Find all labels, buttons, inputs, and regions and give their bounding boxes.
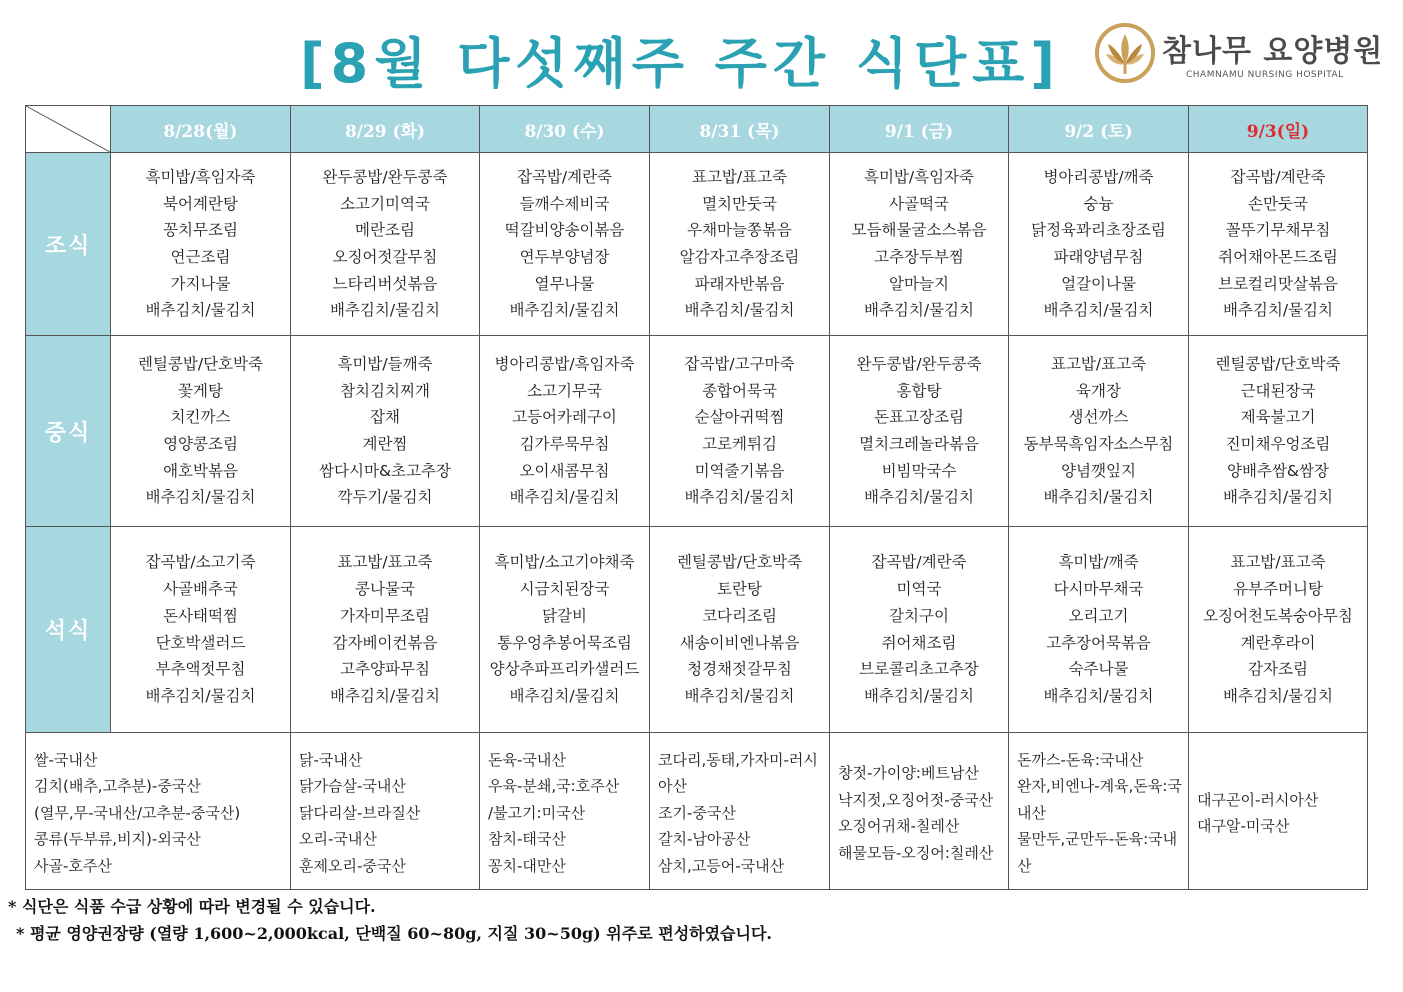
menu-item: 표고밥/표고죽 bbox=[691, 167, 788, 186]
menu-item: 코다리조림 bbox=[702, 606, 777, 625]
menu-item: 흑미밥/들깨죽 bbox=[337, 354, 433, 373]
menu-item: 배추김치/물김치 bbox=[863, 488, 975, 507]
menu-item: 배추김치/물김치 bbox=[509, 686, 620, 705]
menu-item: 콩나물국 bbox=[355, 580, 415, 599]
menu-list bbox=[293, 164, 477, 324]
menu-item: 배추김치/물김치 bbox=[509, 301, 620, 320]
menu-item: 사골떡국 bbox=[889, 194, 949, 213]
menu-item: 파래자반볶음 bbox=[694, 274, 785, 293]
hospital-logo bbox=[1094, 22, 1384, 88]
menu-item: 흑미밥/깨죽 bbox=[1058, 553, 1139, 572]
menu-item: 느타리버섯볶음 bbox=[332, 274, 438, 293]
menu-item: 계란후라이 bbox=[1240, 633, 1316, 652]
menu-item: 꽁치무조림 bbox=[163, 221, 238, 240]
origin-item: 물만두,군만두-돈육:국내산 bbox=[1017, 830, 1178, 875]
menu-item: 열무나물 bbox=[534, 274, 595, 293]
menu-list bbox=[293, 351, 477, 511]
origin-item: 코다리,동태,가자미-러시아산 bbox=[658, 750, 818, 796]
menu-item: 비빔막국수 bbox=[881, 461, 957, 480]
hospital-name-en: CHAMNAMU NURSING HOSPITAL bbox=[1186, 70, 1344, 80]
menu-item: 오징어젓갈무침 bbox=[332, 248, 438, 266]
menu-item: 근대된장국 bbox=[1240, 381, 1316, 400]
menu-cell bbox=[650, 527, 830, 733]
menu-item: 가자미무조림 bbox=[340, 606, 430, 625]
menu-item: 토란탕 bbox=[717, 580, 762, 599]
menu-item: 부추액젓무침 bbox=[155, 660, 246, 679]
menu-cell bbox=[1189, 527, 1368, 733]
menu-item: 애호박볶음 bbox=[163, 461, 238, 480]
menu-list bbox=[1011, 164, 1186, 324]
menu-item: 동부묵흑임자소스무침 bbox=[1023, 435, 1174, 453]
menu-item: 미역국 bbox=[896, 580, 942, 599]
menu-cell bbox=[1189, 336, 1368, 527]
menu-item: 모듬해물굴소스볶음 bbox=[851, 221, 987, 240]
origin-item: 대구곤이-러시아산 bbox=[1197, 790, 1319, 809]
origin-cell bbox=[291, 733, 480, 890]
day-header: 9/3(일) bbox=[1189, 106, 1368, 153]
origin-item: (열무,무-국내산/고추분-중국산) bbox=[34, 803, 241, 822]
menu-item: 미역줄기볶음 bbox=[694, 461, 785, 480]
meal-label: 중식 bbox=[26, 336, 111, 527]
menu-item: 고추양파무침 bbox=[340, 660, 430, 679]
menu-item: 양상추파프리카샐러드 bbox=[489, 660, 640, 679]
origin-list bbox=[1017, 747, 1182, 880]
menu-list bbox=[1011, 549, 1186, 709]
menu-item: 순살아귀떡찜 bbox=[694, 408, 785, 427]
menu-item: 연근조림 bbox=[170, 248, 231, 266]
menu-list bbox=[113, 351, 288, 511]
origin-item: 꽁치-대만산 bbox=[488, 856, 566, 875]
menu-item: 고등어카레구이 bbox=[512, 408, 617, 427]
origin-item: 닭다리살-브라질산 bbox=[299, 803, 421, 822]
menu-item: 배추김치/물김치 bbox=[1222, 301, 1334, 320]
menu-list bbox=[832, 351, 1006, 511]
menu-item: 양배추쌈&쌈장 bbox=[1227, 461, 1329, 480]
menu-item: 병아리콩밥/흑임자죽 bbox=[494, 354, 635, 373]
meal-row bbox=[26, 336, 1368, 527]
day-header: 9/1 (금) bbox=[830, 106, 1009, 153]
menu-cell bbox=[1009, 527, 1189, 733]
menu-item: 떡갈비양송이볶음 bbox=[504, 221, 625, 240]
origin-cell bbox=[26, 733, 291, 890]
menu-item: 배추김치/물김치 bbox=[145, 488, 256, 507]
menu-item: 치킨까스 bbox=[170, 408, 231, 427]
origin-cell bbox=[1009, 733, 1189, 890]
origin-item: 콩류(두부류,비지)-외국산 bbox=[34, 830, 201, 849]
menu-list bbox=[113, 549, 288, 709]
menu-item: 김가루묵무침 bbox=[519, 435, 610, 453]
menu-list bbox=[832, 549, 1006, 709]
menu-item: 배추김치/물김치 bbox=[1043, 488, 1154, 507]
origin-item: 삼치,고등어-국내산 bbox=[658, 856, 785, 875]
origin-cell bbox=[1189, 733, 1368, 890]
origin-item: 우육-분쇄,국:호주산 bbox=[488, 777, 620, 796]
menu-cell bbox=[650, 153, 830, 336]
menu-item: 생선까스 bbox=[1068, 408, 1129, 427]
menu-cell bbox=[650, 336, 830, 527]
menu-item: 파래양념무침 bbox=[1053, 248, 1144, 266]
notes bbox=[8, 893, 772, 947]
menu-list bbox=[652, 164, 827, 324]
menu-item: 북어계란탕 bbox=[163, 194, 238, 213]
menu-item: 오리고기 bbox=[1068, 606, 1129, 625]
menu-item: 제육불고기 bbox=[1240, 408, 1316, 427]
menu-item: 메란조림 bbox=[355, 221, 415, 240]
menu-item: 사골배추국 bbox=[163, 580, 238, 599]
menu-item: 배추김치/물김치 bbox=[1222, 488, 1334, 507]
menu-item: 배추김치/물김치 bbox=[684, 488, 795, 507]
meal-label: 조식 bbox=[26, 153, 111, 336]
menu-item: 표고밥/표고죽 bbox=[1050, 354, 1147, 373]
day-header: 8/29 (화) bbox=[291, 106, 480, 153]
menu-item: 얼갈이나물 bbox=[1061, 274, 1136, 293]
menu-item: 배추김치/물김치 bbox=[145, 686, 256, 705]
menu-item: 참치김치찌개 bbox=[340, 381, 430, 400]
day-header-row bbox=[26, 106, 1368, 153]
page-title: [8월 다섯째주 주간 식단표] bbox=[300, 32, 1061, 95]
menu-item: 배추김치/물김치 bbox=[863, 301, 975, 320]
menu-item: 꼴뚜기무채무침 bbox=[1225, 221, 1331, 240]
menu-list bbox=[482, 351, 647, 511]
menu-item: 배추김치/물김치 bbox=[329, 301, 441, 320]
menu-cell bbox=[480, 527, 650, 733]
origin-list bbox=[488, 747, 643, 880]
menu-item: 흑미밥/흑임자죽 bbox=[145, 167, 256, 186]
menu-item: 닭갈비 bbox=[542, 606, 587, 625]
menu-item: 배추김치/물김치 bbox=[1043, 686, 1154, 705]
origin-list bbox=[299, 747, 473, 880]
origin-item: /불고기:미국산 bbox=[488, 803, 586, 822]
meal-row bbox=[26, 153, 1368, 336]
menu-item: 흑미밥/소고기야채죽 bbox=[494, 553, 635, 572]
menu-item: 배추김치/물김치 bbox=[684, 686, 795, 705]
menu-cell bbox=[480, 153, 650, 336]
menu-item: 잡곡밥/고구마죽 bbox=[684, 354, 795, 373]
menu-list bbox=[113, 164, 288, 324]
menu-item: 브로컬리맛살볶음 bbox=[1218, 274, 1338, 293]
menu-list bbox=[482, 164, 647, 324]
menu-item: 유부주머니탕 bbox=[1233, 580, 1323, 599]
menu-item: 알마늘지 bbox=[889, 274, 949, 293]
menu-item: 양념깻잎지 bbox=[1061, 461, 1136, 480]
origin-item: 닭가슴살-국내산 bbox=[299, 777, 406, 796]
menu-list bbox=[652, 351, 827, 511]
menu-item: 새송이비엔나볶음 bbox=[679, 633, 800, 652]
menu-cell bbox=[291, 527, 480, 733]
menu-item: 배추김치/물김치 bbox=[684, 301, 795, 320]
origin-list bbox=[1197, 787, 1361, 840]
menu-item: 단호박샐러드 bbox=[155, 633, 246, 652]
origin-cell bbox=[830, 733, 1009, 890]
menu-item: 배추김치/물김치 bbox=[509, 488, 620, 507]
menu-cell bbox=[830, 153, 1009, 336]
menu-item: 잡곡밥/소고기죽 bbox=[145, 553, 256, 572]
origin-item: 돈육-국내산 bbox=[488, 750, 566, 769]
menu-cell bbox=[291, 336, 480, 527]
menu-item: 표고밥/표고죽 bbox=[1230, 553, 1326, 572]
origin-item: 김치(배추,고추분)-중국산 bbox=[34, 777, 201, 796]
corner-cell bbox=[26, 106, 111, 153]
menu-item: 브로콜리초고추장 bbox=[859, 660, 979, 679]
menu-item: 영양콩조림 bbox=[163, 435, 238, 453]
origin-item: 조기-중국산 bbox=[658, 803, 736, 822]
menu-item: 닭정육꽈리초장조림 bbox=[1031, 221, 1166, 240]
menu-item: 돈사태떡찜 bbox=[163, 606, 238, 625]
menu-item: 배추김치/물김치 bbox=[1222, 686, 1334, 705]
menu-list bbox=[293, 549, 477, 709]
menu-item: 배추김치/물김치 bbox=[1043, 301, 1154, 320]
menu-item: 표고밥/표고죽 bbox=[337, 553, 433, 572]
menu-item: 소고기미역국 bbox=[340, 194, 430, 213]
menu-list bbox=[1191, 549, 1365, 709]
menu-list bbox=[652, 549, 827, 709]
menu-list bbox=[1191, 351, 1365, 511]
menu-item: 다시마무채국 bbox=[1053, 580, 1144, 599]
menu-item: 감자조림 bbox=[1248, 660, 1308, 679]
menu-item: 배추김치/물김치 bbox=[329, 686, 441, 705]
menu-item: 렌틸콩밥/단호박죽 bbox=[1215, 354, 1341, 373]
menu-item: 가지나물 bbox=[170, 274, 231, 293]
origin-item: 오리-국내산 bbox=[299, 830, 377, 849]
menu-item: 쥐어채아몬드조림 bbox=[1218, 248, 1338, 266]
menu-cell bbox=[1009, 153, 1189, 336]
menu-item: 오이새콤무침 bbox=[519, 461, 610, 480]
origin-item: 오징어귀채-칠레산 bbox=[838, 817, 960, 835]
menu-item: 멸치크레놀라볶음 bbox=[859, 435, 979, 453]
menu-item: 갈치구이 bbox=[889, 606, 949, 625]
menu-cell bbox=[480, 336, 650, 527]
menu-item: 고추장어묵볶음 bbox=[1046, 633, 1151, 652]
origin-item: 참치-태국산 bbox=[488, 830, 566, 849]
menu-item: 쥐어채조림 bbox=[881, 633, 957, 652]
menu-item: 고추장두부찜 bbox=[874, 248, 964, 266]
menu-item: 깍두기/물김치 bbox=[337, 488, 433, 507]
menu-item: 계란찜 bbox=[362, 435, 408, 453]
origin-item: 훈제오리-중국산 bbox=[299, 856, 406, 875]
menu-cell bbox=[830, 527, 1009, 733]
menu-cell bbox=[291, 153, 480, 336]
menu-item: 돈표고장조림 bbox=[874, 408, 964, 427]
menu-item: 손만둣국 bbox=[1248, 194, 1308, 213]
menu-list bbox=[482, 549, 647, 709]
menu-cell bbox=[830, 336, 1009, 527]
origin-item: 돈까스-돈육:국내산 bbox=[1017, 750, 1144, 769]
menu-list bbox=[832, 164, 1006, 324]
menu-item: 오징어천도복숭아무침 bbox=[1203, 606, 1353, 625]
menu-item: 종합어묵국 bbox=[702, 381, 777, 400]
day-header: 8/30 (수) bbox=[480, 106, 650, 153]
origin-item: 대구알-미국산 bbox=[1197, 817, 1290, 835]
menu-item: 숭늉 bbox=[1083, 194, 1114, 213]
menu-item: 우채마늘쫑볶음 bbox=[687, 221, 792, 240]
menu-cell bbox=[111, 527, 291, 733]
menu-cell bbox=[1009, 336, 1189, 527]
menu-cell bbox=[111, 336, 291, 527]
menu-cell bbox=[111, 153, 291, 336]
menu-item: 숙주나물 bbox=[1068, 660, 1129, 679]
menu-item: 잡곡밥/계란죽 bbox=[1230, 167, 1326, 186]
day-header: 9/2 (토) bbox=[1009, 106, 1189, 153]
menu-item: 시금치된장국 bbox=[519, 580, 610, 599]
menu-item: 배추김치/물김치 bbox=[863, 686, 975, 705]
origin-item: 해물모듬-오징어:칠레산 bbox=[838, 843, 994, 862]
menu-item: 소고기무국 bbox=[527, 381, 602, 400]
day-header: 8/28(월) bbox=[111, 106, 291, 153]
day-header: 8/31 (목) bbox=[650, 106, 830, 153]
leaf-emblem-icon bbox=[1094, 22, 1156, 84]
origin-item: 창젓-가이양:베트남산 bbox=[838, 764, 979, 782]
origin-item: 쌀-국내산 bbox=[34, 750, 98, 769]
menu-item: 배추김치/물김치 bbox=[145, 301, 256, 320]
menu-item: 감자베이컨볶음 bbox=[332, 633, 438, 652]
note-nutrition: * 평균 영양권장량 (열량 1,600~2,000kcal, 단백질 60~80g, 지질 30~50g) 위주로 편성하였습니다. bbox=[16, 924, 772, 943]
menu-cell bbox=[1189, 153, 1368, 336]
origin-row bbox=[26, 733, 1368, 890]
origin-item: 사골-호주산 bbox=[34, 856, 112, 875]
menu-item: 꽃게탕 bbox=[178, 381, 223, 400]
menu-item: 완두콩밥/완두콩죽 bbox=[322, 167, 448, 186]
menu-item: 홍합탕 bbox=[896, 381, 942, 400]
origin-list bbox=[658, 747, 823, 880]
menu-item: 청경채젓갈무침 bbox=[687, 660, 792, 679]
meal-row bbox=[26, 527, 1368, 733]
menu-list bbox=[1191, 164, 1365, 324]
menu-item: 고로케튀김 bbox=[702, 435, 777, 453]
menu-item: 알감자고추장조림 bbox=[679, 248, 800, 266]
meal-label: 석식 bbox=[26, 527, 111, 733]
origin-item: 낙지젓,오징어젓-중국산 bbox=[838, 790, 994, 809]
origin-cell bbox=[480, 733, 650, 890]
menu-item: 육개장 bbox=[1076, 381, 1121, 400]
menu-item: 완두콩밥/완두콩죽 bbox=[856, 354, 982, 373]
menu-item: 잡채 bbox=[370, 408, 400, 427]
note-supply: * 식단은 식품 수급 상황에 따라 변경될 수 있습니다. bbox=[8, 897, 376, 916]
menu-item: 렌틸콩밥/단호박죽 bbox=[676, 553, 802, 572]
menu-item: 쌈다시마&초고추장 bbox=[319, 461, 451, 480]
weekly-menu-table bbox=[25, 105, 1368, 890]
menu-item: 연두부양념장 bbox=[519, 248, 610, 266]
origin-list bbox=[34, 747, 284, 880]
menu-item: 병아리콩밥/깨죽 bbox=[1043, 167, 1154, 186]
menu-item: 들깨수제비국 bbox=[519, 194, 610, 213]
origin-list bbox=[838, 760, 1002, 866]
origin-item: 갈치-남아공산 bbox=[658, 830, 751, 849]
menu-item: 잡곡밥/계란죽 bbox=[516, 167, 613, 186]
menu-item: 렌틸콩밥/단호박죽 bbox=[137, 354, 263, 373]
hospital-name: 참나무 요양병원 bbox=[1162, 34, 1384, 69]
menu-item: 멸치만둣국 bbox=[702, 194, 777, 213]
menu-item: 통우엉추봉어묵조림 bbox=[497, 633, 632, 652]
menu-item: 흑미밥/흑임자죽 bbox=[863, 167, 975, 186]
menu-list bbox=[1011, 351, 1186, 511]
menu-item: 잡곡밥/계란죽 bbox=[871, 553, 967, 572]
origin-item: 완자,비엔나-계육,돈육:국내산 bbox=[1017, 777, 1182, 822]
origin-cell bbox=[650, 733, 830, 890]
menu-item: 진미채우엉조림 bbox=[1225, 435, 1331, 453]
origin-item: 닭-국내산 bbox=[299, 750, 363, 769]
